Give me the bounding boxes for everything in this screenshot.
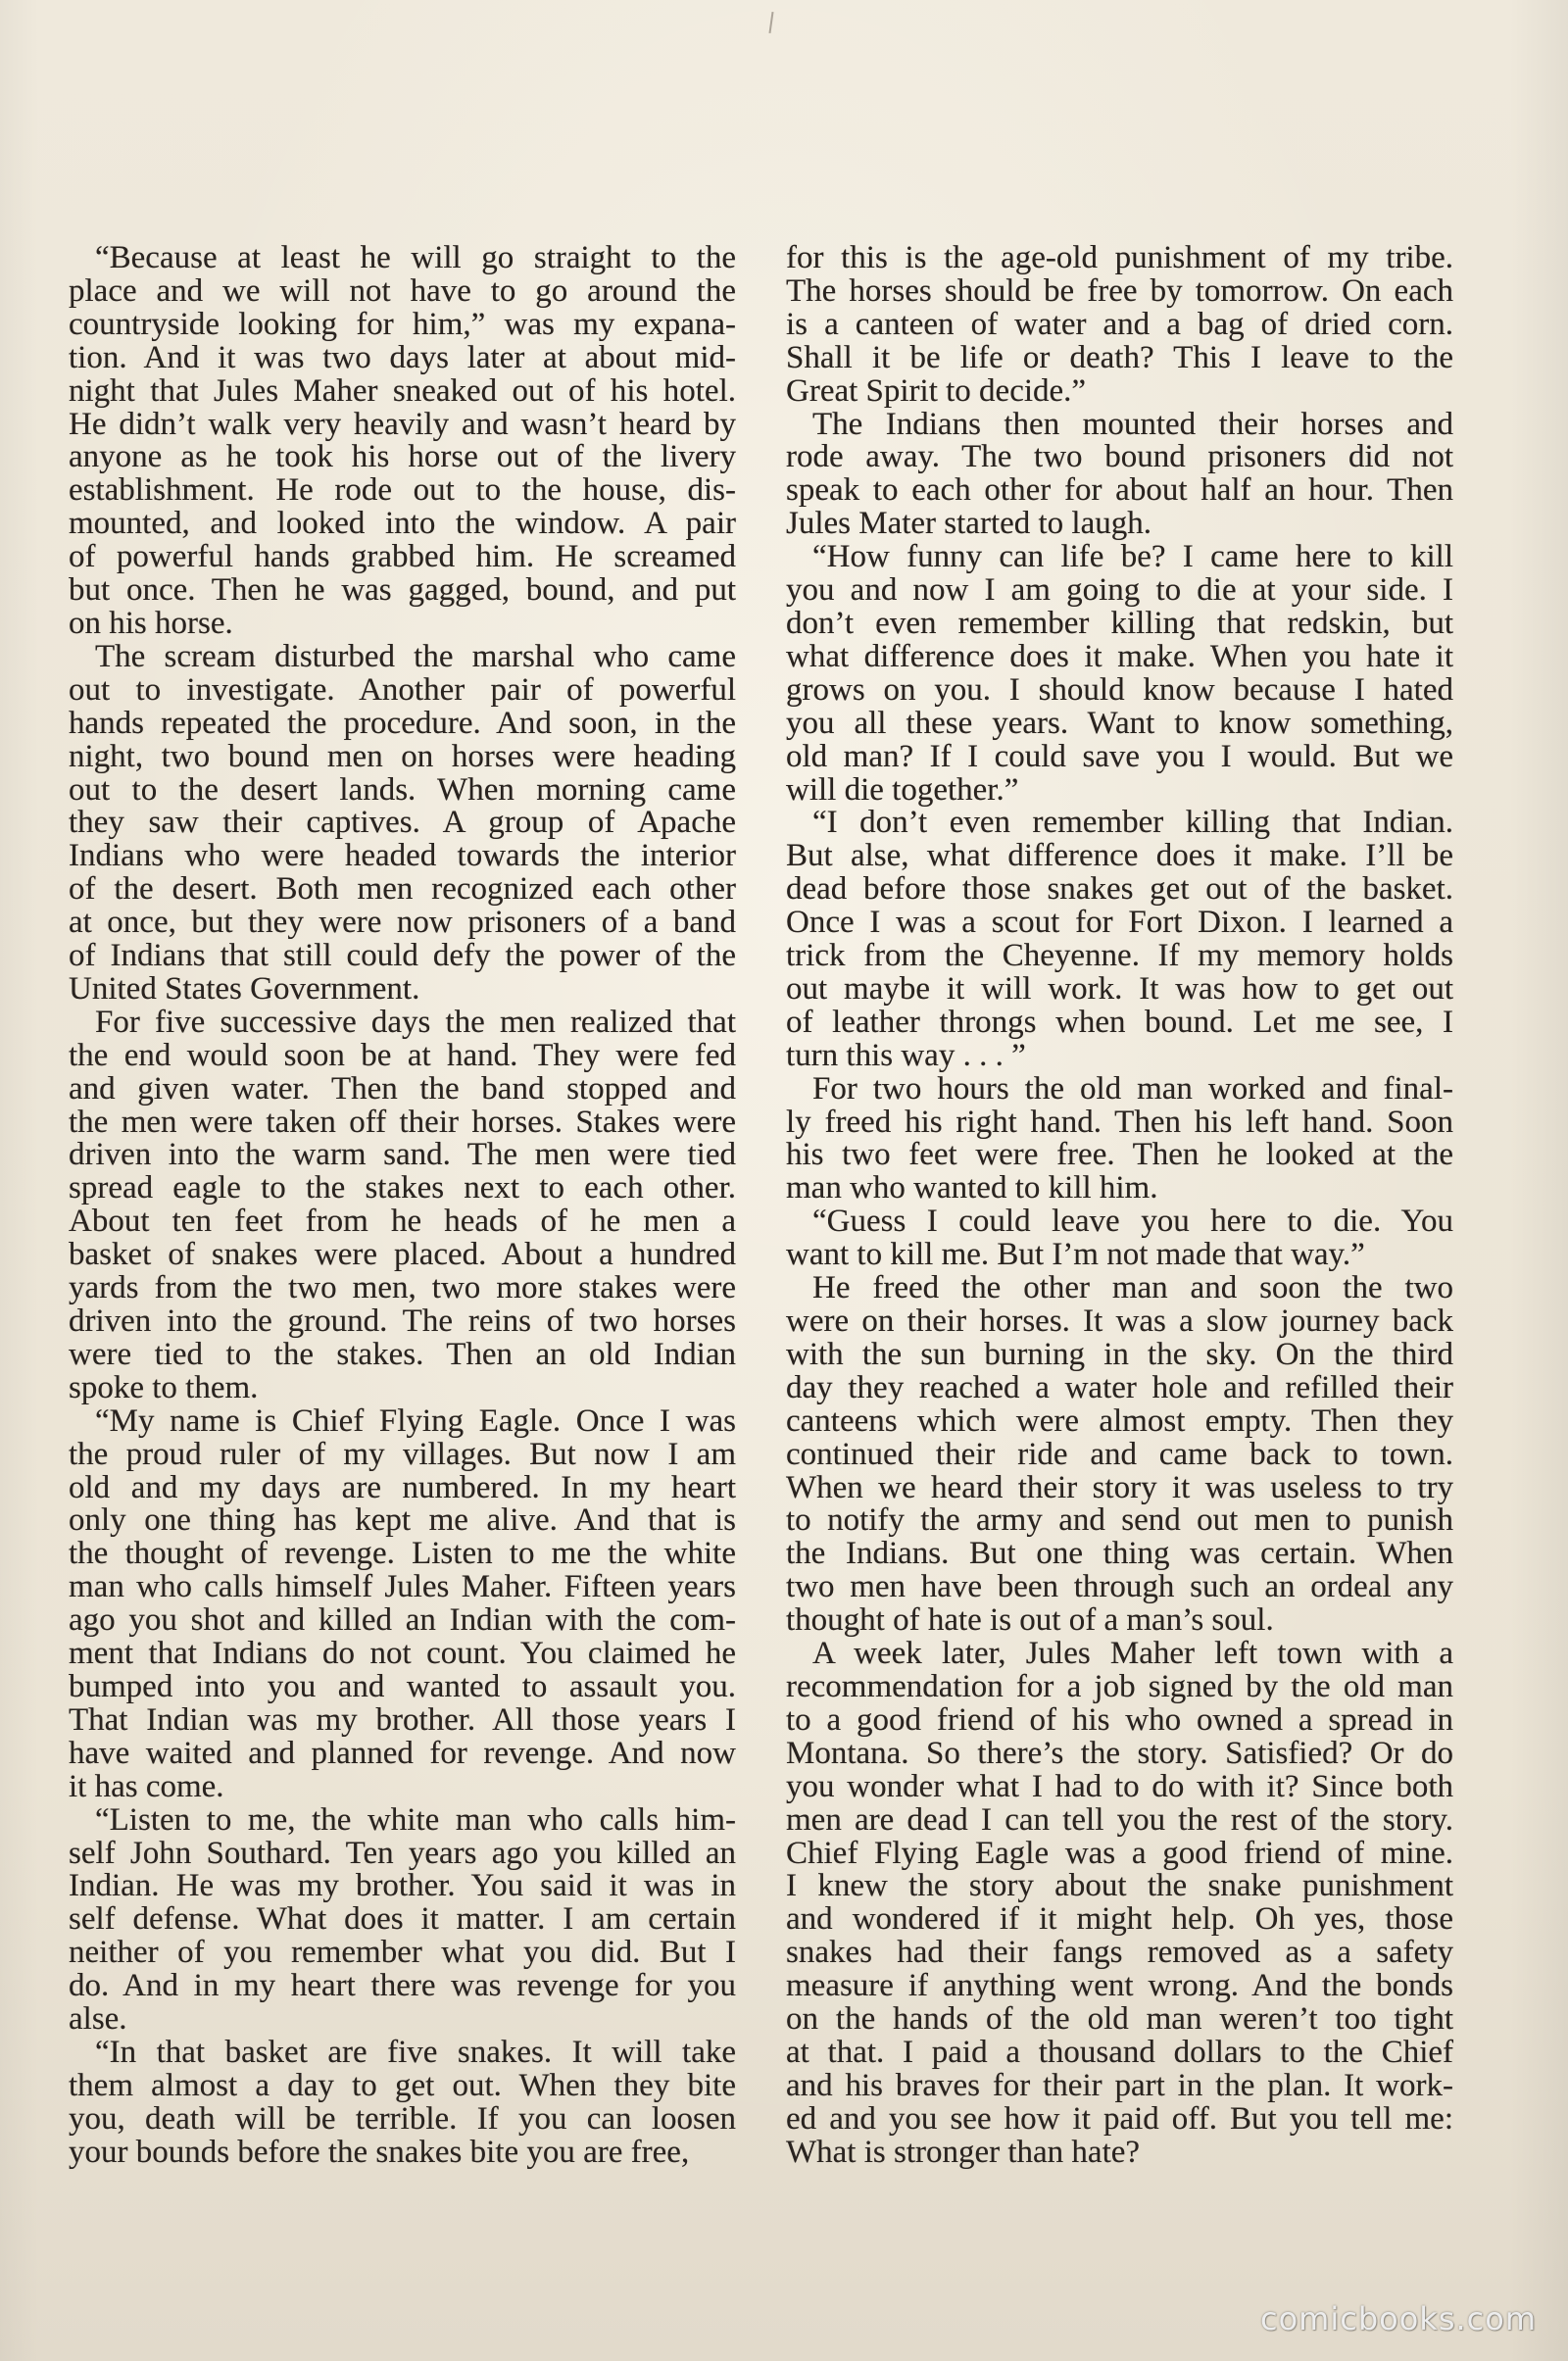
- text-line: will die together.”: [786, 771, 1019, 808]
- text-line: and his braves for their part in the plan. It work-: [786, 2067, 1453, 2103]
- text-line: trick from the Cheyenne. If my memory holds: [786, 938, 1453, 974]
- text-line: man who wanted to kill him.: [786, 1170, 1158, 1206]
- text-line: man who calls himself Jules Maher. Fifteen years: [69, 1569, 736, 1605]
- text-line: Indians who were headed towards the interior: [69, 838, 736, 874]
- text-line: thought of hate is out of a man’s soul.: [786, 1602, 1274, 1639]
- paragraph: [786, 1638, 1453, 2170]
- text-line: mounted, and looked into the window. A pair: [69, 506, 736, 542]
- text-line: it has come.: [69, 1768, 224, 1804]
- text-line: what difference does it make. When you hate it: [786, 638, 1453, 674]
- text-line: He freed the other man and soon the two: [812, 1270, 1453, 1306]
- text-line: establishment. He rode out to the house, dis-: [69, 472, 736, 509]
- text-line: neither of you remember what you did. But I: [69, 1935, 736, 1971]
- text-line: snakes had their fangs removed as a safety: [786, 1935, 1453, 1971]
- paragraph: [786, 807, 1453, 1072]
- text-line: on his horse.: [69, 605, 233, 641]
- text-line: night, two bound men on horses were heading: [69, 738, 736, 774]
- text-line: Great Spirit to decide.”: [786, 372, 1087, 409]
- paragraph: [69, 2034, 736, 2170]
- text-line: the Indians. But one thing was certain. When: [786, 1536, 1453, 1572]
- text-line: to a good friend of his who owned a spread in: [786, 1701, 1453, 1738]
- right-text-column: [786, 242, 1453, 2170]
- text-line: his two feet were free. Then he looked at the: [786, 1137, 1453, 1173]
- text-line: out to the desert lands. When morning came: [69, 771, 736, 808]
- text-line: That Indian was my brother. All those years I: [69, 1701, 736, 1738]
- text-line: of Indians that still could defy the power of the: [69, 938, 736, 974]
- text-line: ment that Indians do not count. You claimed he: [69, 1636, 736, 1672]
- text-line: your bounds before the snakes bite you are free,: [69, 2134, 690, 2170]
- text-line: on the hands of the old man weren’t too tight: [786, 2001, 1453, 2038]
- text-line: The horses should be free by tomorrow. On each: [786, 272, 1453, 309]
- paragraph: [786, 1070, 1453, 1206]
- text-line: When we heard their story it was useless to try: [786, 1469, 1453, 1505]
- text-line: night that Jules Maher sneaked out of his hotel.: [69, 372, 736, 409]
- text-line: were on their horses. It was a slow journey back: [786, 1303, 1453, 1339]
- text-line: the proud ruler of my villages. But now I am: [69, 1436, 736, 1472]
- text-line: But alse, what difference does it make. I’ll be: [786, 838, 1453, 874]
- text-line: Jules Mater started to laugh.: [786, 506, 1152, 542]
- text-line: measure if anything went wrong. And the bonds: [786, 1968, 1453, 2004]
- text-line: you all these years. Want to know something,: [786, 705, 1453, 741]
- text-line: United States Government.: [69, 970, 420, 1007]
- text-line: “Listen to me, the white man who calls him-: [95, 1801, 736, 1838]
- text-line: Montana. So there’s the story. Satisfied? Or do: [786, 1735, 1453, 1771]
- text-line: Shall it be life or death? This I leave to the: [786, 339, 1453, 375]
- text-line: of powerful hands grabbed him. He screamed: [69, 539, 736, 575]
- text-line: The scream disturbed the marshal who came: [95, 638, 736, 674]
- text-line: out maybe it will work. It was how to get out: [786, 970, 1453, 1007]
- text-line: men are dead I can tell you the rest of the story.: [786, 1801, 1453, 1838]
- text-line: “Because at least he will go straight to the: [95, 240, 736, 275]
- text-line: the thought of revenge. Listen to me the white: [69, 1536, 736, 1572]
- text-line: place and we will not have to go around the: [69, 272, 736, 309]
- paragraph: [786, 406, 1453, 542]
- site-watermark: comicbooks.com: [1259, 2300, 1537, 2337]
- paragraph: [69, 1004, 736, 1405]
- text-line: and given water. Then the band stopped and: [69, 1070, 736, 1107]
- text-line: Once I was a scout for Fort Dixon. I learned a: [786, 905, 1453, 941]
- text-line: is a canteen of water and a bag of dried corn.: [786, 306, 1453, 342]
- text-line: you and now I am going to die at your side. I: [786, 572, 1453, 609]
- text-line: anyone as he took his horse out of the livery: [69, 439, 736, 475]
- text-line: them almost a day to get out. When they bite: [69, 2067, 736, 2103]
- text-line: day they reached a water hole and refilled their: [786, 1369, 1453, 1405]
- text-line: hands repeated the procedure. And soon, in the: [69, 705, 736, 741]
- text-line: the men were taken off their horses. Stakes were: [69, 1104, 736, 1140]
- text-line: driven into the ground. The reins of two horses: [69, 1303, 736, 1339]
- text-line: spread eagle to the stakes next to each other.: [69, 1170, 736, 1206]
- text-line: old man? If I could save you I would. But we: [786, 738, 1453, 774]
- text-line: driven into the warm sand. The men were tied: [69, 1137, 736, 1173]
- text-line: the end would soon be at hand. They were fed: [69, 1037, 736, 1073]
- text-line: canteens which were almost empty. Then they: [786, 1402, 1453, 1439]
- text-line: tion. And it was two days later at about mid-: [69, 339, 736, 375]
- text-line: spoke to them.: [69, 1369, 259, 1405]
- text-line: do. And in my heart there was revenge for you: [69, 1968, 736, 2004]
- paragraph: [786, 1272, 1453, 1638]
- text-line: to notify the army and send out men to punish: [786, 1502, 1453, 1539]
- text-line: “I don’t even remember killing that Indian.: [812, 805, 1453, 841]
- text-line: ago you shot and killed an Indian with the com-: [69, 1602, 736, 1639]
- paragraph: [69, 638, 736, 1007]
- text-line: Indian. He was my brother. You said it was in: [69, 1868, 736, 1904]
- text-line: with the sun burning in the sky. On the third: [786, 1336, 1453, 1372]
- text-line: they saw their captives. A group of Apache: [69, 805, 736, 841]
- scan-scratch: [768, 12, 773, 33]
- text-line: A week later, Jules Maher left town with a: [812, 1636, 1453, 1672]
- text-line: For five successive days the men realized that: [95, 1004, 736, 1040]
- text-line: turn this way . . . ”: [786, 1037, 1026, 1073]
- text-line: recommendation for a job signed by the old man: [786, 1668, 1453, 1704]
- text-line: basket of snakes were placed. About a hundred: [69, 1237, 736, 1273]
- text-line: of leather throngs when bound. Let me see, I: [786, 1004, 1453, 1040]
- text-line: ly freed his right hand. Then his left hand. Soon: [786, 1104, 1453, 1140]
- paragraph: [69, 1801, 736, 2038]
- text-line: dead before those snakes get out of the basket.: [786, 871, 1453, 908]
- paragraph: [786, 1205, 1453, 1272]
- text-line: for this is the age-old punishment of my tribe.: [786, 240, 1453, 275]
- text-line: at that. I paid a thousand dollars to the Chief: [786, 2034, 1453, 2070]
- paragraph: [69, 1402, 736, 1804]
- text-line: two men have been through such an ordeal any: [786, 1569, 1453, 1605]
- text-line: were tied to the stakes. Then an old Indian: [69, 1336, 736, 1372]
- text-line: want to kill me. But I’m not made that way.”: [786, 1237, 1365, 1273]
- text-line: self defense. What does it matter. I am certain: [69, 1901, 736, 1938]
- text-line: What is stronger than hate?: [786, 2134, 1141, 2170]
- text-line: ed and you see how it paid off. But you tell me:: [786, 2100, 1453, 2137]
- text-line: grows on you. I should know because I hated: [786, 671, 1453, 708]
- text-line: yards from the two men, two more stakes were: [69, 1270, 736, 1306]
- text-line: speak to each other for about half an hour. Then: [786, 472, 1453, 509]
- text-line: you wonder what I had to do with it? Since both: [786, 1768, 1453, 1804]
- text-line: rode away. The two bound prisoners did not: [786, 439, 1453, 475]
- text-line: “Guess I could leave you here to die. You: [812, 1204, 1453, 1240]
- text-line: continued their ride and came back to town.: [786, 1436, 1453, 1472]
- text-line: For two hours the old man worked and final-: [812, 1070, 1453, 1107]
- text-line: don’t even remember killing that redskin, but: [786, 605, 1453, 641]
- text-line: out to investigate. Another pair of powerful: [69, 671, 736, 708]
- text-line: He didn’t walk very heavily and wasn’t heard by: [69, 406, 736, 442]
- text-line: but once. Then he was gagged, bound, and put: [69, 572, 736, 609]
- text-line: self John Southard. Ten years ago you killed an: [69, 1835, 736, 1871]
- text-line: bumped into you and wanted to assault you.: [69, 1668, 736, 1704]
- text-line: have waited and planned for revenge. And now: [69, 1735, 736, 1771]
- paragraph: [786, 541, 1453, 807]
- text-line: “My name is Chief Flying Eagle. Once I was: [95, 1402, 736, 1439]
- text-line: “In that basket are five snakes. It will take: [95, 2034, 736, 2070]
- text-line: only one thing has kept me alive. And that is: [69, 1502, 736, 1539]
- text-line: old and my days are numbered. In my heart: [69, 1469, 736, 1505]
- text-line: Chief Flying Eagle was a good friend of mine.: [786, 1835, 1453, 1871]
- left-text-column: [69, 242, 736, 2170]
- text-line: at once, but they were now prisoners of a band: [69, 905, 736, 941]
- text-line: “How funny can life be? I came here to kill: [812, 539, 1453, 575]
- text-line: of the desert. Both men recognized each other: [69, 871, 736, 908]
- text-line: you, death will be terrible. If you can loosen: [69, 2100, 736, 2137]
- text-line: and wondered if it might help. Oh yes, those: [786, 1901, 1453, 1938]
- text-line: The Indians then mounted their horses and: [812, 406, 1453, 442]
- paragraph-continued: [786, 242, 1453, 409]
- paragraph: [69, 242, 736, 641]
- text-line: countryside looking for him,” was my expana-: [69, 306, 736, 342]
- text-line: About ten feet from he heads of he men a: [69, 1204, 736, 1240]
- text-line: I knew the story about the snake punishment: [786, 1868, 1453, 1904]
- text-line: alse.: [69, 2001, 127, 2038]
